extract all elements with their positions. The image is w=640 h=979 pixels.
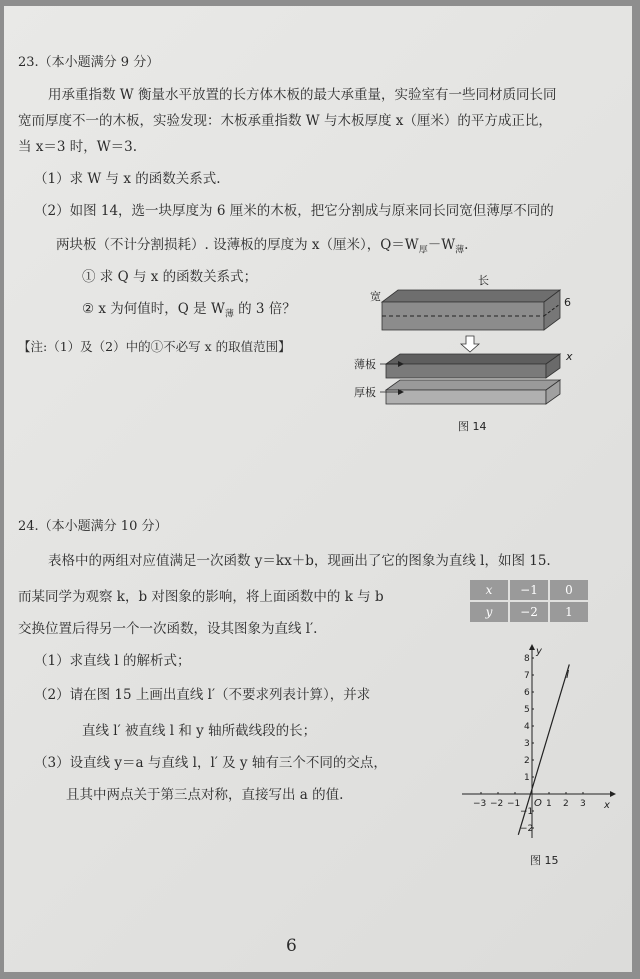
table-cell: −2	[510, 602, 548, 622]
q23-paragraph-line3: 当 x＝3 时，W＝3.	[18, 139, 138, 155]
x-tick-label: −3	[473, 799, 487, 809]
page-number: 6	[286, 936, 297, 956]
y-tick-label: 8	[524, 654, 530, 664]
q24-header: 24.（本小题满分 10 分）	[18, 519, 168, 534]
q23-header: 23.（本小题满分 9 分）	[18, 55, 160, 70]
y-tick-label: 7	[524, 671, 530, 681]
q23-paragraph-line1: 用承重指数 W 衡量水平放置的长方体木板的最大承重量，实验室有一些同材质同长同	[48, 87, 557, 103]
y-tick-label: 5	[524, 705, 530, 715]
label-wide: 宽	[370, 290, 381, 303]
x-tick-label: −2	[490, 799, 504, 809]
q23-subquestion-2-line2: 两块板（不计分割损耗）. 设薄板的厚度为 x（厘米），$Q=W_厚-W_薄$.	[56, 237, 469, 256]
y-tick-label: 2	[524, 756, 530, 766]
x-tick-label: 2	[563, 799, 569, 809]
line-l-label: l	[566, 668, 570, 681]
q24-subquestion-3-line1: （3）设直线 y＝a 与直线 l，l′ 及 y 轴有三个不同的交点，	[34, 755, 387, 771]
q24-subquestion-3-line2: 且其中两点关于第三点对称，直接写出 a 的值.	[66, 787, 344, 803]
q23-circle-1: ① 求 Q 与 x 的函数关系式；	[82, 269, 258, 285]
y-tick-label: 4	[524, 722, 530, 732]
down-arrow-icon	[461, 336, 479, 352]
figure-15-caption: 图 15	[530, 854, 559, 867]
table-cell: −1	[510, 580, 548, 600]
table-cell: x	[470, 580, 508, 600]
label-x: x	[566, 350, 573, 363]
q23-note: 【注:（1）及（2）中的①不必写 x 的取值范围】	[18, 339, 291, 354]
q24-subquestion-2-line1: （2）请在图 15 上画出直线 l′（不要求列表计算），并求	[34, 687, 371, 703]
q23-subquestion-1: （1）求 W 与 x 的函数关系式.	[34, 171, 221, 187]
figure-14-caption: 图 14	[458, 420, 487, 433]
x-tick-label: 3	[580, 799, 586, 809]
exam-page	[4, 6, 632, 972]
x-tick-label: 1	[546, 799, 552, 809]
label-six: 6	[564, 296, 571, 309]
figure-15-graph	[460, 642, 620, 872]
y-tick-label: 3	[524, 739, 530, 749]
table-cell: 0	[550, 580, 588, 600]
table-cell: 1	[550, 602, 588, 622]
q24-subquestion-1: （1）求直线 l 的解析式；	[34, 653, 191, 669]
y-tick-label: −1	[520, 807, 534, 817]
q23-circle-2: ② x 为何值时，Q 是 $W_薄$ 的 3 倍？	[82, 301, 296, 320]
y-tick-label: 6	[524, 688, 530, 698]
q23-subquestion-2-line1: （2）如图 14，选一块厚度为 6 厘米的木板，把它分割成与原来同长同宽但薄厚不同的	[34, 203, 554, 219]
y-tick-label: 1	[524, 773, 530, 783]
table-cell: y	[470, 602, 508, 622]
label-long: 长	[478, 274, 489, 287]
label-thick-board: 厚板	[354, 386, 376, 399]
q23-paragraph-line2: 宽而厚度不一的木板，实验发现：木板承重指数 W 与木板厚度 x（厘米）的平方成正比，	[18, 113, 552, 129]
y-tick-label: −2	[520, 824, 534, 834]
label-thin-board: 薄板	[354, 358, 376, 371]
table-row	[470, 580, 588, 600]
x-axis-label: x	[604, 800, 610, 811]
origin-label: O	[534, 798, 542, 809]
q24-paragraph-line3: 交换位置后得另一个一次函数，设其图象为直线 l′.	[18, 621, 318, 637]
q24-subquestion-2-line2: 直线 l′ 被直线 l 和 y 轴所截线段的长；	[82, 723, 317, 739]
table-row	[470, 602, 588, 622]
x-tick-label: −1	[507, 799, 521, 809]
value-table	[468, 578, 590, 624]
figure-14-boards	[354, 268, 590, 440]
q24-paragraph-line2: 而某同学为观察 k，b 对图象的影响，将上面函数中的 k 与 b	[18, 589, 384, 605]
y-axis-label: y	[536, 646, 542, 657]
q24-paragraph-line1: 表格中的两组对应值满足一次函数 y＝kx＋b，现画出了它的图象为直线 l，如图 15.	[48, 553, 551, 569]
